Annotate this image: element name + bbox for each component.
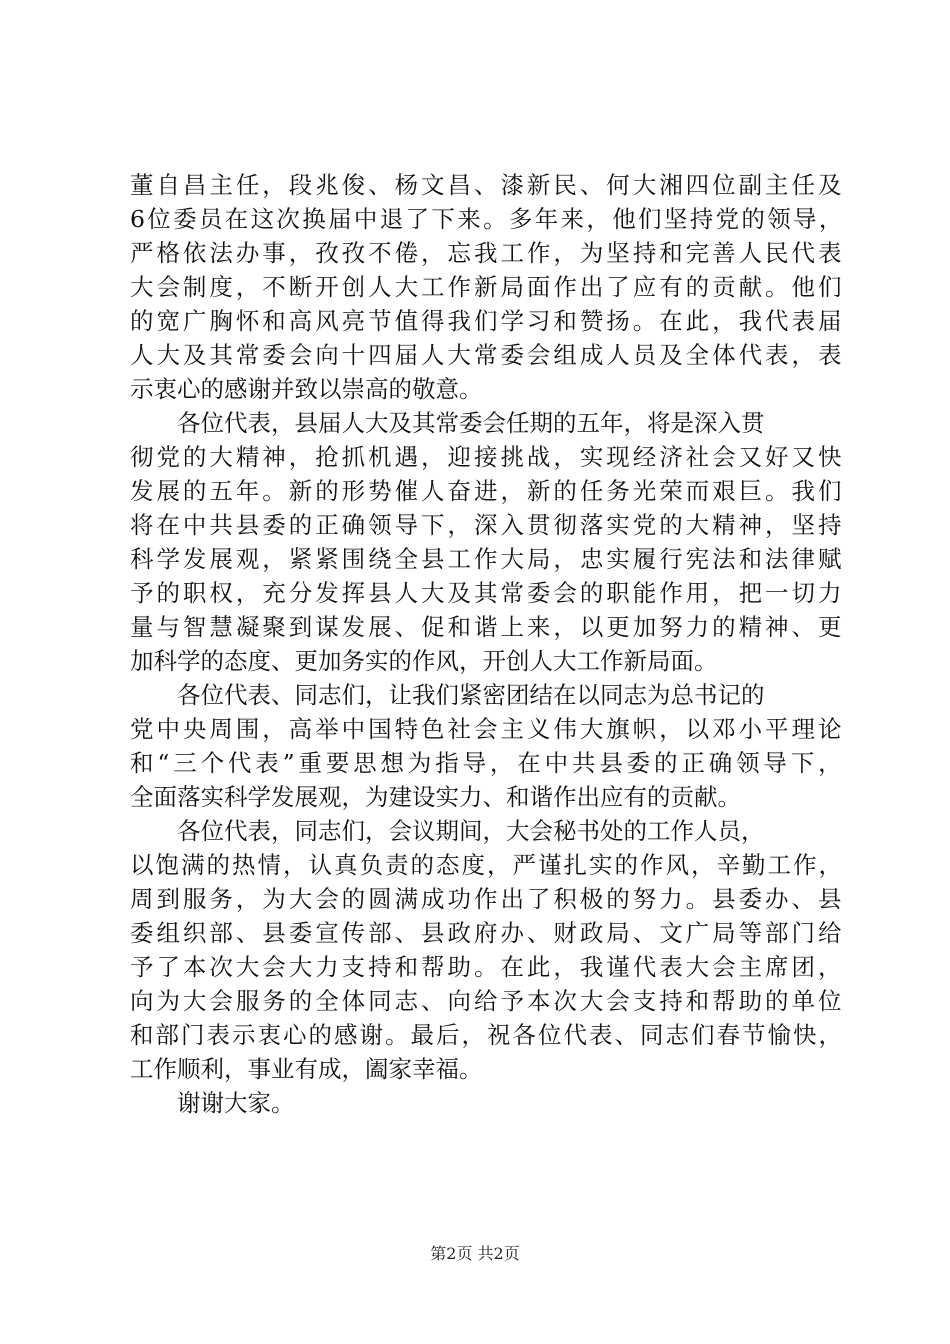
text-line: 党中央周围，高举中国特色社会主义伟大旗帜，以邓小平理论 [130,715,845,743]
text-line: 大会制度，不断开创人大工作新局面作出了应有的贡献。他们 [130,273,845,301]
text-line: 谢谢大家。 [177,1089,295,1117]
text-line: 以饱满的热情，认真负责的态度，严谨扎实的作风，辛勤工作， [130,851,844,879]
text-line: 周到服务，为大会的圆满成功作出了积极的努力。县委办、县 [130,885,845,913]
text-line: 人大及其常委会向十四届人大常委会组成人员及全体代表，表 [130,341,845,369]
text-line: 彻党的大精神，抢抓机遇，迎接挑战，实现经济社会又好又快 [130,443,845,471]
text-line: 的宽广胸怀和高风亮节值得我们学习和赞扬。在此，我代表届 [130,307,845,335]
text-line: 严格依法办事，孜孜不倦，忘我工作，为坚持和完善人民代表 [130,239,845,267]
text-line: 委组织部、县委宣传部、县政府办、财政局、文广局等部门给 [130,919,845,947]
text-line: 将在中共县委的正确领导下，深入贯彻落实党的大精神，坚持 [130,511,845,539]
text-line: 量与智慧凝聚到谋发展、促和谐上来，以更加努力的精神、更 [130,613,845,641]
text-line: 董自昌主任，段兆俊、杨文昌、漆新民、何大湘四位副主任及 [130,171,845,199]
text-line: 发展的五年。新的形势催人奋进，新的任务光荣而艰巨。我们 [130,477,845,505]
text-line: 各位代表，县届人大及其常委会任期的五年，将是深入贯 [177,409,765,437]
text-line: 6位委员在这次换届中退了下来。多年来，他们坚持党的领导， [130,205,845,233]
text-line: 工作顺利，事业有成，阖家幸福。 [130,1055,483,1083]
text-line: 示衷心的感谢并致以崇高的敬意。 [130,375,483,403]
page-footer: 第2页 共2页 [430,1244,520,1263]
text-line: 加科学的态度、更加务实的作风，开创人大工作新局面。 [130,647,718,675]
text-line: 各位代表，同志们，会议期间，大会秘书处的工作人员， [177,817,765,845]
text-line: 向为大会服务的全体同志、向给予本次大会支持和帮助的单位 [130,987,845,1015]
text-line: 和“三个代表”重要思想为指导，在中共县委的正确领导下， [130,749,846,777]
text-line: 和部门表示衷心的感谢。最后，祝各位代表、同志们春节愉快， [130,1021,844,1049]
document-body [130,168,846,1120]
text-line: 予了本次大会大力支持和帮助。在此，我谨代表大会主席团， [130,953,845,981]
text-line: 科学发展观，紧紧围绕全县工作大局，忠实履行宪法和法律赋 [130,545,845,573]
text-line: 各位代表、同志们，让我们紧密团结在以同志为总书记的 [177,681,765,709]
text-line: 予的职权，充分发挥县人大及其常委会的职能作用，把一切力 [130,579,845,607]
text-line: 全面落实科学发展观，为建设实力、和谐作出应有的贡献。 [130,783,741,811]
